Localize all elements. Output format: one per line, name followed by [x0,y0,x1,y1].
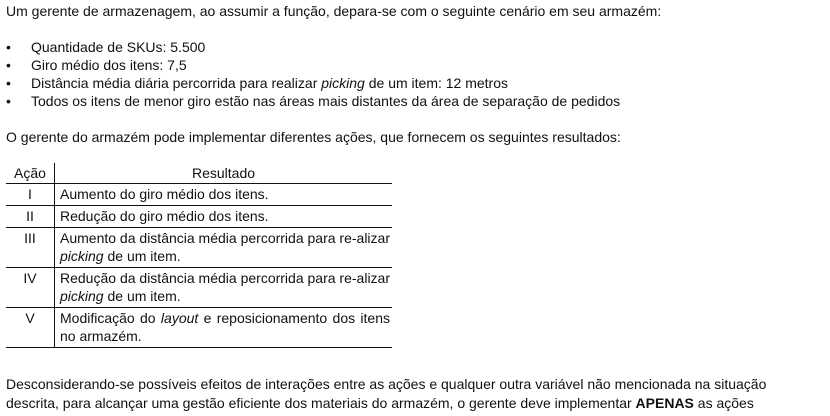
cell-resultado [55,268,393,308]
list-item-text-post: de um item: 12 metros [364,75,509,91]
cell-emphasis: picking [60,248,104,264]
list-item-text-pre: Distância média diária percorrida para realizar [31,75,322,91]
cell-text-pre: Aumento do giro médio dos itens. [60,186,269,202]
list-item-text: Quantidade de SKUs: 5.500 [31,39,206,55]
table-header-row [6,163,392,184]
intro-text: Um gerente de armazenagem, ao assumir a função, depara-se com o seguinte cenário em seu armazém: [6,3,662,19]
cell-resultado [55,184,393,206]
cell-text-pre: Aumento da distância média percorrida para re-alizar [60,230,390,246]
cell-acao: I [6,184,55,206]
table-row [6,206,392,228]
closing-emphasis: APENAS [635,395,694,411]
bullet-marker: • [6,57,11,73]
scenario-list [6,38,620,110]
list-item [6,92,620,110]
actions-table [6,163,392,348]
cell-resultado [55,228,393,268]
cell-text-post: e reposicionamento dos itens no armazém. [60,310,390,344]
list-item [6,56,620,74]
cell-text-post: de um item. [103,248,181,264]
cell-resultado [55,308,393,348]
cell-text-pre: Redução do giro médio dos itens. [60,208,269,224]
bullet-marker: • [6,75,11,91]
cell-text-pre: Modificação do [60,310,161,326]
header-acao: Ação [6,163,55,184]
bullet-marker: • [6,93,11,109]
closing-text-pre: descrita, para alcançar uma gestão eficiente dos materiais do armazém, o gerente deve implementar [6,395,636,411]
closing-text-post: as ações [693,395,754,411]
cell-emphasis: picking [60,288,104,304]
cell-acao: V [6,308,55,348]
cell-resultado [55,206,393,228]
cell-text-post: de um item. [103,288,181,304]
bullet-marker: • [6,39,11,55]
list-item-text: Todos os itens de menor giro estão nas áreas mais distantes da área de separação de pedidos [31,93,621,109]
cell-acao: IV [6,268,55,308]
table-row [6,228,392,268]
table-row [6,184,392,206]
table-row [6,268,392,308]
cell-acao: II [6,206,55,228]
cell-emphasis: layout [160,310,199,326]
cell-acao: III [6,228,55,268]
lead-text: O gerente do armazém pode implementar diferentes ações, que fornecem os seguintes resultados: [6,129,621,145]
list-item [6,74,620,92]
list-item-text: Giro médio dos itens: 7,5 [31,57,187,73]
closing-line-2 [6,394,754,412]
closing-line-1: Desconsiderando-se possíveis efeitos de interações entre as ações e qualquer outra variável não mencionada na situação [6,376,767,392]
list-item [6,38,620,56]
cell-text-pre: Redução da distância média percorrida para re-alizar [60,270,390,286]
header-resultado: Resultado [55,163,393,184]
list-item-emphasis: picking [321,75,365,91]
table-row [6,308,392,348]
